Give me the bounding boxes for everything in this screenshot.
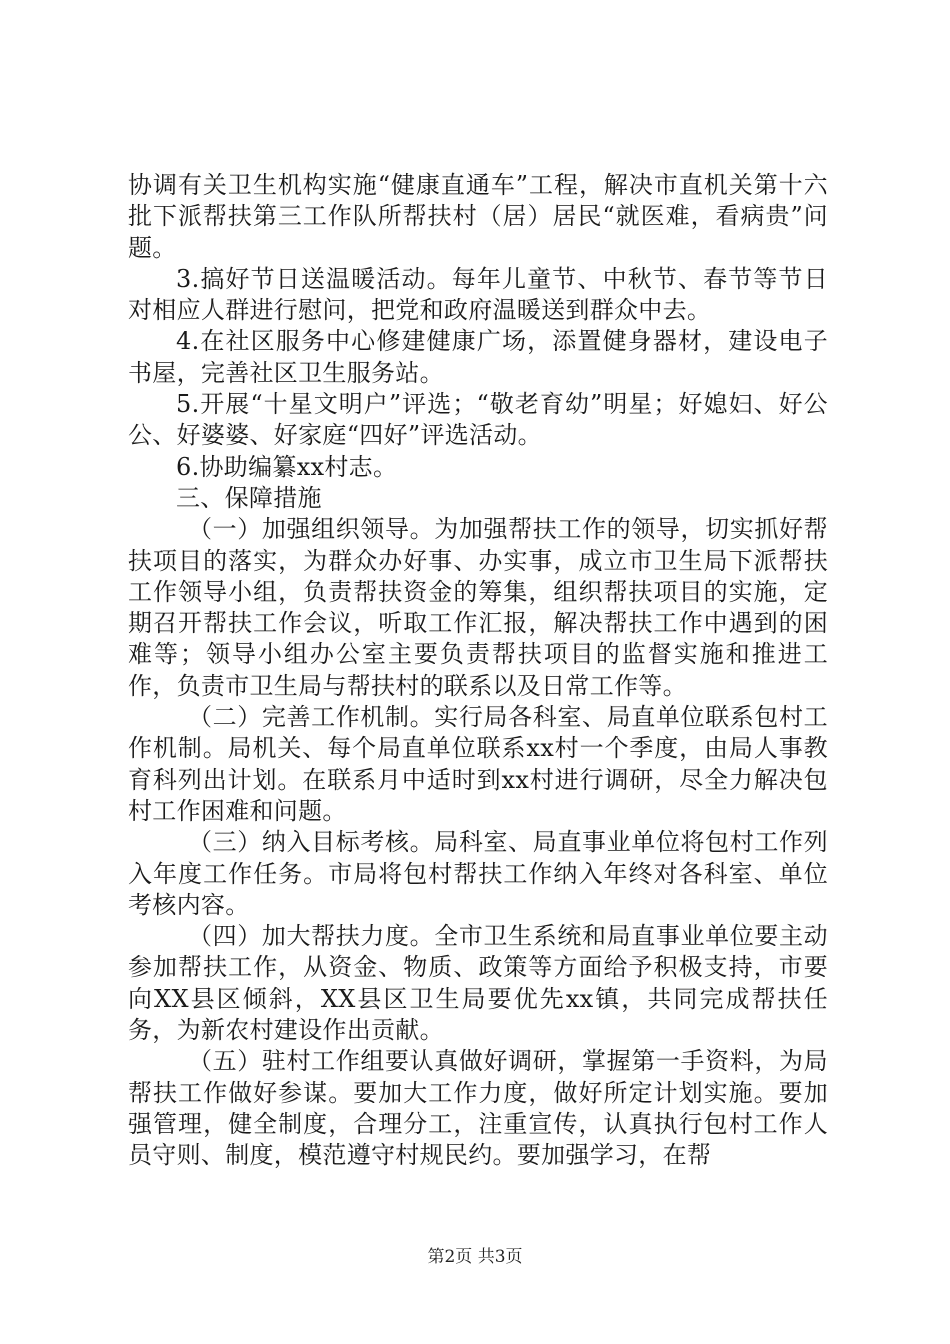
paragraph-measure-2: （二）完善工作机制。实行局各科室、局直单位联系包村工作机制。局机关、每个局直单位联系xx村一个季度，由局人事教育科列出计划。在联系月中适时到xx村进行调研，尽全力解决包村工作困难和问题。 [128,703,828,825]
section-heading: 三、保障措施 [176,483,322,512]
paragraph-measure-4: （四）加大帮扶力度。全市卫生系统和局直事业单位要主动参加帮扶工作，从资金、物质、政策等方面给予积极支持，市要向XX县区倾斜，XX县区卫生局要优先xx镇，共同完成帮扶任务，为新农村建设作出贡献。 [128,922,828,1045]
page-number: 第2页 共3页 [427,1247,523,1267]
paragraph-continuation: 协调有关卫生机构实施“健康直通车”工程，解决市直机关第十六批下派帮扶第三工作队所帮扶村（居）居民“就医难，看病贵”问题。 [128,171,828,262]
paragraph-measure-1: （一）加强组织领导。为加强帮扶工作的领导，切实抓好帮扶项目的落实，为群众办好事、办实事，成立市卫生局下派帮扶工作领导小组，负责帮扶资金的筹集，组织帮扶项目的实施，定期召开帮扶工作会议，听取工作汇报，解决帮扶工作中遇到的困难等；领导小组办公室主要负责帮扶项目的监督实施和推进工作，负责市卫生局与帮扶村的联系以及日常工作等。 [128,515,828,700]
paragraph-item-5: 5.开展“十星文明户”评选；“敬老育幼”明星；好媳妇、好公公、好婆婆、好家庭“四好”评选活动。 [128,390,828,450]
paragraph-item-4: 4.在社区服务中心修建健康广场，添置健身器材，建设电子书屋，完善社区卫生服务站。 [128,327,828,387]
document-body [128,170,828,1172]
paragraph-measure-5: （五）驻村工作组要认真做好调研，掌握第一手资料，为局帮扶工作做好参谋。要加大工作力度，做好所定计划实施。要加强管理，健全制度，合理分工，注重宣传，认真执行包村工作人员守则、制度，模范遵守村规民约。要加强学习，在帮 [128,1047,828,1170]
paragraph-item-3: 3.搞好节日送温暖活动。每年儿童节、中秋节、春节等节日对相应人群进行慰问，把党和政府温暖送到群众中去。 [128,264,828,325]
paragraph-item-6: 6.协助编纂xx村志。 [176,452,398,481]
paragraph-measure-3: （三）纳入目标考核。局科室、局直事业单位将包村工作列入年度工作任务。市局将包村帮扶工作纳入年终对各科室、单位考核内容。 [128,828,828,919]
